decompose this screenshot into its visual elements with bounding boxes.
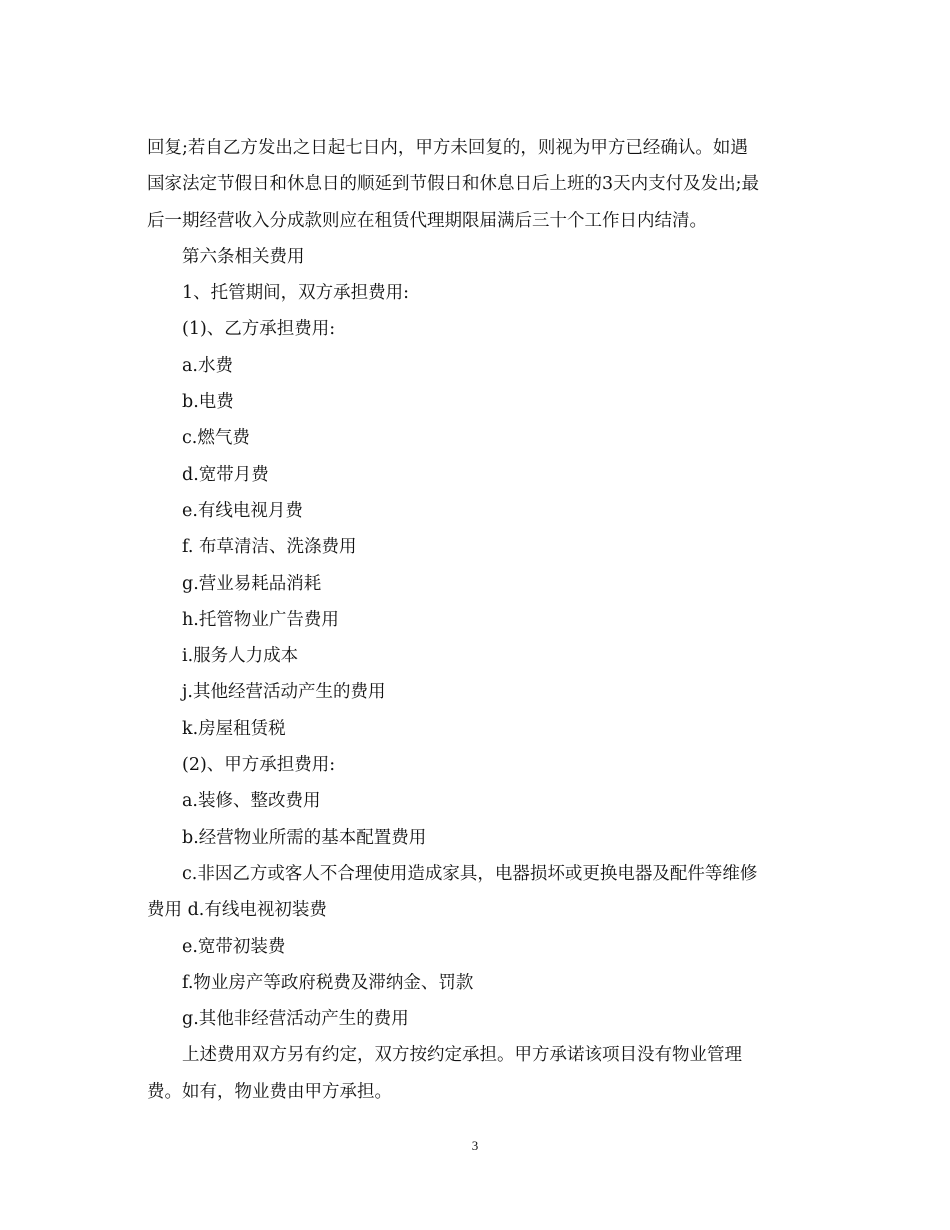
document-body bbox=[147, 130, 807, 1110]
text-line: 后一期经营收入分成款则应在租赁代理期限届满后三十个工作日内结清。 bbox=[147, 210, 707, 231]
text-line: 国家法定节假日和休息日的顺延到节假日和休息日后上班的3天内支付及发出;最 bbox=[147, 174, 760, 195]
text-line: 第六条相关费用 bbox=[182, 246, 305, 267]
text-line: g.其他非经营活动产生的费用 bbox=[182, 1009, 409, 1030]
text-line: a.水费 bbox=[182, 355, 233, 376]
text-line: e.宽带初装费 bbox=[182, 936, 286, 957]
text-line: i.服务人力成本 bbox=[182, 646, 299, 667]
text-line: c.非因乙方或客人不合理使用造成家具，电器损坏或更换电器及配件等维修 bbox=[182, 863, 758, 884]
text-line: g.营业易耗品消耗 bbox=[182, 573, 322, 594]
text-line: e.有线电视月费 bbox=[182, 500, 303, 521]
text-line: c.燃气费 bbox=[182, 428, 250, 449]
text-line: a.装修、整改费用 bbox=[182, 791, 321, 812]
text-line: (1)、乙方承担费用: bbox=[182, 319, 336, 340]
text-line: h.托管物业广告费用 bbox=[182, 609, 339, 630]
text-line: 1、托管期间，双方承担费用: bbox=[182, 283, 410, 304]
text-line: (2)、甲方承担费用: bbox=[182, 755, 336, 776]
text-line: f. 布草清洁、洗涤费用 bbox=[182, 537, 357, 558]
text-line: 费用 d.有线电视初装费 bbox=[147, 900, 327, 921]
text-line: b.电费 bbox=[182, 392, 234, 413]
text-line: f.物业房产等政府税费及滞纳金、罚款 bbox=[182, 972, 474, 993]
page-number: 3 bbox=[471, 1138, 479, 1153]
text-line: 上述费用双方另有约定，双方按约定承担。甲方承诺该项目没有物业管理 bbox=[182, 1045, 742, 1066]
text-line: k.房屋租赁税 bbox=[182, 718, 286, 739]
text-line: j.其他经营活动产生的费用 bbox=[182, 682, 386, 703]
text-line: 费。如有，物业费由甲方承担。 bbox=[147, 1081, 392, 1102]
text-line: d.宽带月费 bbox=[182, 464, 269, 485]
text-line: 回复;若自乙方发出之日起七日内，甲方未回复的，则视为甲方已经确认。如遇 bbox=[147, 138, 748, 158]
text-line: b.经营物业所需的基本配置费用 bbox=[182, 827, 427, 848]
